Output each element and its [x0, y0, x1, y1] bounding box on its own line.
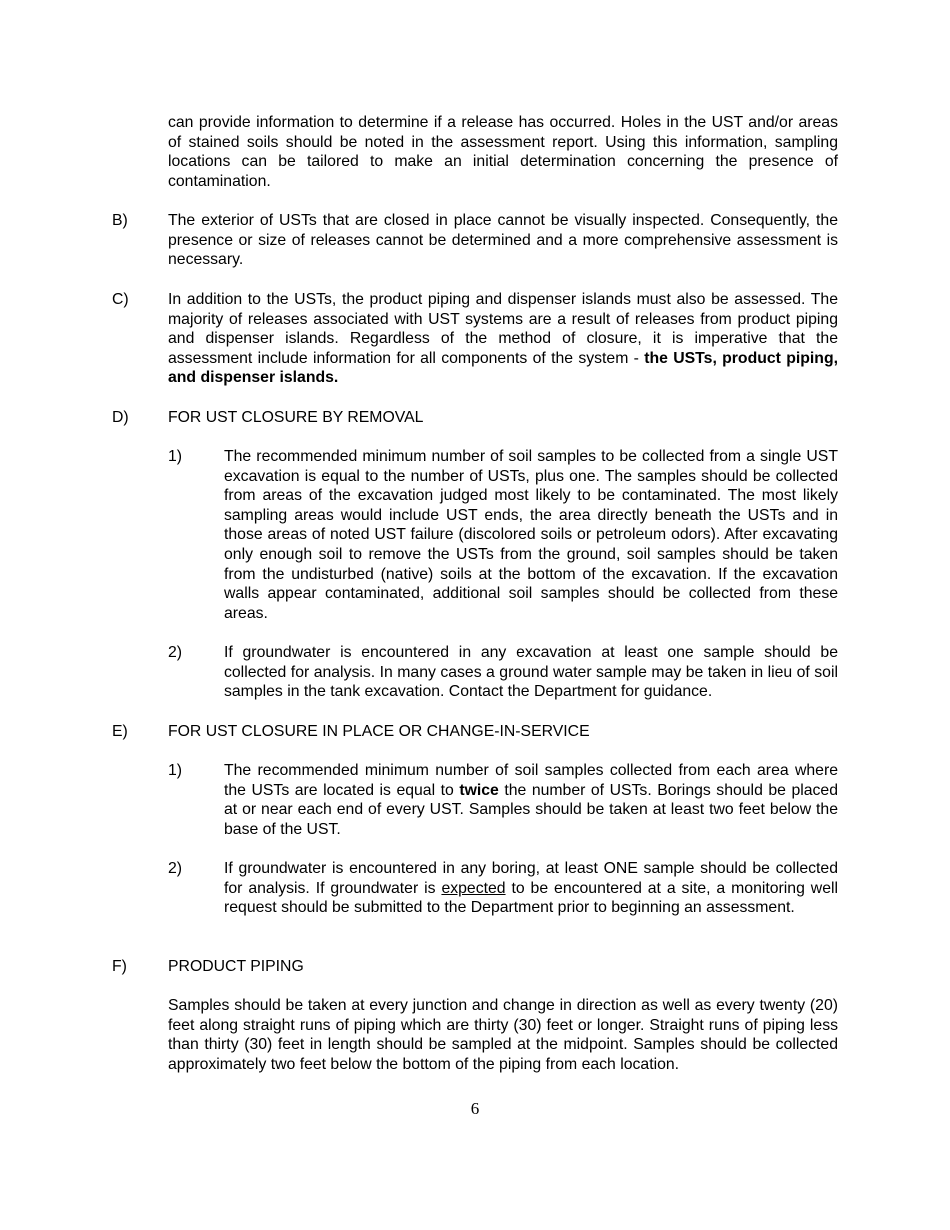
section-e-item1-bold: twice [459, 781, 499, 799]
section-f-heading: PRODUCT PIPING [168, 958, 304, 975]
section-c-text: In addition to the USTs, the product piping and dispenser islands must also be assessed. The majority of releases associated with UST systems are a result of releases from product piping and dispenser islands. Regardless of the method of closure, it is imperative that the assessment include information for all components of the system - [168, 291, 838, 367]
section-e-item1-text-a: The recommended minimum number of soil samples collected from each area where the USTs are located is equal to [224, 762, 838, 799]
intro-paragraph: can provide information to determine if a release has occurred. Holes in the UST and/or areas of stained soils should be noted in the assessment report. Using this information, sampling locations can be tailored to make an initial determination concerning the presence of contamination. [168, 114, 838, 190]
section-c-paragraph [168, 290, 838, 388]
section-b-label: B) [112, 212, 128, 229]
section-d-item2-label: 2) [168, 644, 183, 661]
section-b-text: The exterior of USTs that are closed in place cannot be visually inspected. Consequently, the presence or size of releases cannot be determined and a more comprehensive assessment is necessary. [168, 212, 838, 269]
section-e-item1-label: 1) [168, 762, 183, 779]
section-e-label: E) [112, 723, 128, 740]
section-e-item1-text-b: the number of USTs. Borings should be placed at or near each end of every UST. Samples should be taken at least two feet below the base of the UST. [224, 781, 838, 838]
section-c-bold: the USTs, product piping, and dispenser islands. [168, 349, 838, 387]
section-e-item2-text-b: to be encountered at a site, a monitoring well request should be submitted to the Department prior to beginning an assessment. [224, 879, 838, 917]
section-c-label: C) [112, 291, 129, 308]
section-e-heading: FOR UST CLOSURE IN PLACE OR CHANGE-IN-SERVICE [168, 723, 590, 740]
section-e-item2-text-a: If groundwater is encountered in any boring, at least ONE sample should be collected for analysis. If groundwater is [224, 860, 838, 897]
section-f-text: Samples should be taken at every junction and change in direction as well as every twenty (20) feet along straight runs of piping which are thirty (30) feet or longer. Straight runs of piping less than thirty (30) feet in length should be sampled at the midpoint. Samples should be collected approximately two feet below the bottom of the piping from each location. [168, 997, 838, 1073]
section-e-item2-label: 2) [168, 860, 183, 877]
section-e-item2-underline: expected [441, 879, 506, 897]
section-d-item1-text: The recommended minimum number of soil samples to be collected from a single UST excavation is equal to the number of USTs, plus one. The samples should be collected from areas of the excavation judged most likely to be contaminated. The most likely sampling areas would include UST ends, the area directly beneath the USTs and in those areas of noted UST failure (discolored soils or petroleum odors). After excavating only enough soil to remove the USTs from the ground, soil samples should be taken from the undisturbed (native) soils at the bottom of the excavation. If the excavation walls appear contaminated, additional soil samples should be collected from these areas. [224, 448, 838, 622]
section-d-item2-text: If groundwater is encountered in any excavation at least one sample should be collected for analysis. In many cases a ground water sample may be taken in lieu of soil samples in the tank excavation. Contact the Department for guidance. [224, 644, 838, 701]
section-f-label: F) [112, 958, 127, 975]
section-d-item1-label: 1) [168, 448, 183, 465]
section-e-item1-paragraph [224, 761, 838, 839]
page-number: 6 [470, 1099, 480, 1118]
section-d-heading: FOR UST CLOSURE BY REMOVAL [168, 409, 424, 426]
section-d-label: D) [112, 409, 129, 426]
section-e-item2-paragraph [224, 859, 838, 918]
